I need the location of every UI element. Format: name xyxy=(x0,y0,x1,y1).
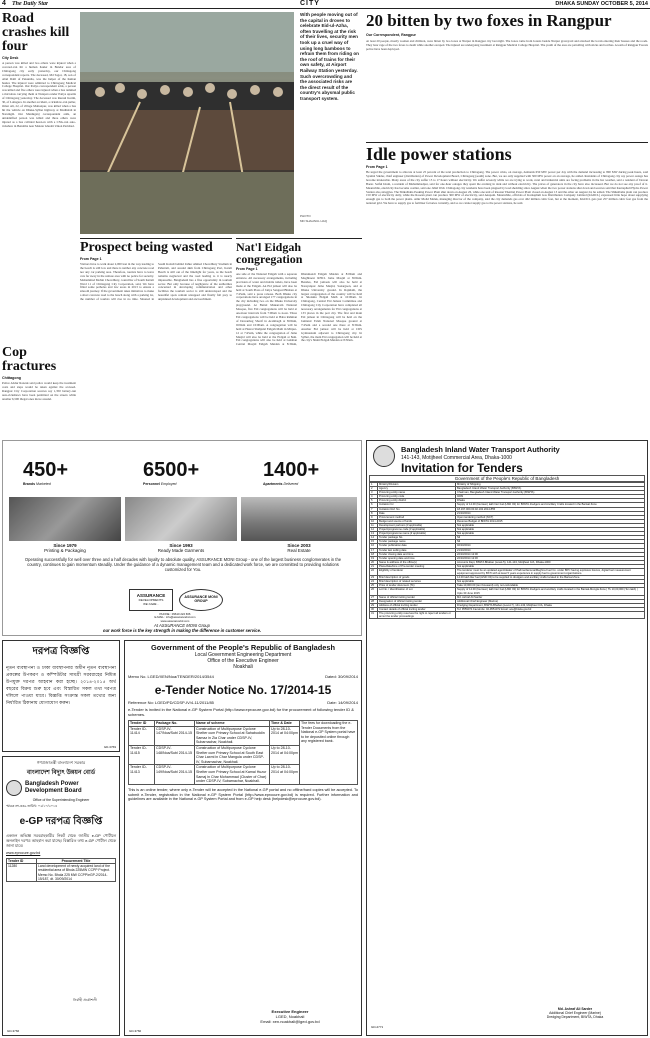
lged-ref: Reference No: LGED/PD/CDSP-IV/4-11/2011/85 xyxy=(128,700,214,705)
stat-label xyxy=(23,482,123,486)
scheme-name: Construction of Multipurpose Cyclone Shelter cum Primary School at Sahabuddin Samaz in Zia Char under CDSP-IV, Subarnachar, Noakhali. xyxy=(195,726,270,745)
biwta-gov: Government of the People's Republic of Bangladesh xyxy=(369,475,645,482)
since-realestate xyxy=(241,543,357,553)
bpdb-table xyxy=(6,858,116,882)
stat-label xyxy=(263,482,362,486)
row-field: Project/programme code (if applicable) xyxy=(378,528,456,532)
page-number: 4 xyxy=(2,0,6,7)
row-field: Procuring entity code xyxy=(378,495,456,499)
notice-body: নূতন ব্যবস্থাপনা ও ঢাকা ব্যবস্থাপনার অধীন নূতন ব্যবস্থাপনা প্রকল্পের উপকরণ ও কম্পিউটার সামগ্রী সরবরাহের নিমিত্ত উপযুক্ত দরপত্র আহবান করা হচ্ছে। ২০১৪-২০১৫ অর্থ বছরের বিক্রয় শুরু হবে এবং বিস্তারিত সকল তথ্য দরপত্র দলিলে পাওয়া যাবে। বিজ্ঞপ্তি সংক্রান্ত সকল তথ্যের জন্য নির্ধারিত ঠিকানায় যোগাযোগ করুন। xyxy=(6,665,116,705)
stat-label-text: Apartments xyxy=(263,482,283,486)
lged-note: This is an online tender, where only e-Tender will be accepted in the National e-GP portal and no offline/hard copies will be accepted. To submit e-Tender, registration in the National e-GP System Portal (http://www.eprocure.gov.bd) is required. Further information and guidelines are available in the National e-GP System Portal and from e-GP help desk (helpdesk@eprocure.gov.bd). xyxy=(128,787,358,802)
row-value: Not applicable xyxy=(456,523,645,527)
stat-number: 6500+ xyxy=(143,459,200,481)
row-number: 5 xyxy=(370,499,378,503)
row-number: 4 xyxy=(370,495,378,499)
row-number: 24 xyxy=(370,580,378,584)
notice-title: দরপত্র বিজ্ঞপ্তি xyxy=(32,646,90,657)
lged-memo: Memo No. LGED/XEN/Noa/TENDER/2014/3544 xyxy=(128,674,214,679)
row-value: 21/10/2014 xyxy=(456,511,645,515)
lged-signature xyxy=(225,1009,355,1024)
row-number: 7 xyxy=(370,507,378,511)
lged-ref-line xyxy=(128,700,358,705)
paper-name: The Daily Star xyxy=(12,1,49,7)
row-number: 30 xyxy=(370,607,378,611)
row-number: 12 xyxy=(370,528,378,532)
row-value: 18.197.000.00.02.102.2014.855 xyxy=(456,507,645,511)
byline: From Page 1 xyxy=(236,267,258,271)
assurance-moni-logo xyxy=(179,589,223,611)
deadline: Up to 28-10-2014 at 04:00pm xyxy=(270,745,300,764)
ad-footer-line2: our work force is the key strength in making the difference in customer service. xyxy=(102,628,262,634)
bpdb-gov-line: গণপ্রজাতন্ত্রী বাংলাদেশ সরকার xyxy=(36,760,86,765)
row-value: Chairman, Bangladesh Inland Water Transport Authority (BIWTA) xyxy=(456,491,645,495)
bpdb-table-row xyxy=(7,864,116,882)
lged-intro: e-Tender is invited in the National e-GP System Portal (http://www.eprocure.gov.bd) for the procurement of following tender ID & schemes. xyxy=(128,707,354,717)
scheme-name: Construction of Multipurpose Cyclone Shelter cum Primary School at South East Char Laxmi in Char Mangula under CDSP-IV, Subarnachar, Noakhali. xyxy=(195,745,270,764)
lged-office: Office of the Executive Engineer xyxy=(207,658,279,664)
assurance-developments-logo xyxy=(129,589,173,611)
signatory-title: Additional Chief Engineer (Marine) xyxy=(549,1011,601,1015)
row-value: The tenderer must be an updated agent/dealer of Padma/Jamuna/Meghna Fuel Co. under BPC having explosive licence, digital fuel measurement equipment approved by BSTI with at least 5 years experience in supply fuel to government organizations. xyxy=(456,568,645,575)
bpdb-body: একজন অভিজ্ঞ সরবরাহকারীর নিকট থেকে জাতীয় e-GP পোর্টালে অনলাইন দরপত্র আহবান করা যাচ্ছে। বিস্তারিত তথ্য e-GP পোর্টাল থেকে জানা যাবে। xyxy=(6,834,116,848)
story-cop-fractures xyxy=(2,346,76,426)
logo-tag: WE CARE... xyxy=(143,602,159,606)
stat-label xyxy=(143,482,243,486)
headline: 20 bitten by two foxes in Rangpur xyxy=(366,12,612,30)
row-field: Lot No. / Identification of Lot xyxy=(378,588,456,595)
since-garments xyxy=(125,543,237,553)
row-number: 10 xyxy=(370,519,378,523)
byline: City Desk xyxy=(2,56,19,60)
biwta-tender-notice xyxy=(366,440,648,1036)
row-value: Supply of 14.00 (fourteen) lakh liter fuel (HSD Oil) for BIWTA dredgers and ancillary crafts located in the Barisal-Mongla Zone | Tk 10,00,000 (Ten lakh) | Upto 30 June 2015 xyxy=(456,588,645,595)
logo-name: ASSURANCE xyxy=(136,593,166,598)
since-year: Since 2003 xyxy=(287,543,311,548)
row-field: The procuring entity reserves the right to reject all tenders or annul the tender proceedings xyxy=(378,612,456,619)
row-number: 23 xyxy=(370,576,378,580)
bpdb-en-name: Bangladesh Power Development Board xyxy=(25,781,82,794)
lged-table xyxy=(128,720,358,785)
row-value: Bangladesh Inland Water Transport Authority (BIWTA) xyxy=(456,487,645,491)
row-value: Not applicable xyxy=(456,564,645,568)
row-field: Procurement method xyxy=(378,515,456,519)
row-number: 17 xyxy=(370,548,378,552)
row-value: Dhaka xyxy=(456,499,645,503)
package-no: CDSP-IV-148/Noa/Subl 2014-15 xyxy=(155,745,195,764)
bpdb-tender-title: Land development of newly acquired land of the residential area of Bhola 225MW CCPP Project. Memo No. Bhola 225 MW CCPP/eGP-2/2014-15/187, dt. 30/09/2014 xyxy=(37,864,116,882)
lged-sign-office: LGED, Noakhali xyxy=(275,1014,305,1019)
biwta-org-name: Bangladesh Inland Water Transport Authority xyxy=(401,445,560,454)
row-number: 8 xyxy=(370,511,378,515)
ad-website: www.assurancebd.com xyxy=(160,618,190,623)
row-number: 15 xyxy=(370,540,378,544)
row-field: Tender package No. xyxy=(378,536,456,540)
row-number: 18 xyxy=(370,552,378,556)
bpdb-url: www.eprocure.gov.bd xyxy=(6,851,41,855)
row-value: Taka 10,000.00 (ten thousand) only non-refundable xyxy=(456,584,645,588)
photo-credit-label: PHOTO: xyxy=(300,214,312,218)
bpdb-code: GD-3766 xyxy=(7,1029,20,1033)
ad-footer-line1: At ASSURANCE MONI Group xyxy=(154,623,210,628)
biwta-table-row xyxy=(370,588,645,595)
headline: Road crashes kill four xyxy=(2,12,70,54)
row-number: 14 xyxy=(370,536,378,540)
row-value: Accounts Dept, BIWTA Bhaban (Level-5), 141-143, Motijheel C/A, Dhaka-1000 xyxy=(456,560,645,564)
bpdb-col-title: Procurement Title xyxy=(37,859,116,864)
biwta-title: Invitation for Tenders xyxy=(401,461,523,475)
row-field: Agency xyxy=(378,487,456,491)
since-label: Ready Made Garments xyxy=(157,548,205,553)
row-number: 31 xyxy=(370,612,378,619)
lged-etender-notice xyxy=(124,640,362,1036)
lged-dept: Local Government Engineering Department xyxy=(194,652,292,658)
since-printing xyxy=(9,543,121,553)
row-field: Eligibility of tenderer xyxy=(378,568,456,575)
stat-apartments xyxy=(263,459,362,486)
assurance-ad xyxy=(2,440,362,636)
caption-text: With people moving out of the capital in droves to celebrate Eid-ul-Azha, often travelling at the risk of their lives, security men took up a cruel way of using long bamboos to refrain them from riding on the roof of trains for their own safety, at Airport Railway Station yesterday. Such overcrowding and the associated risks are the direct result of the country's abysmal public transport system. xyxy=(300,12,359,101)
photo-caption xyxy=(300,12,360,234)
row-field: Tender opening date and time xyxy=(378,556,456,560)
row-value: Tel: 9559074 Facsimile: 02-9551072 Email: ace@biwta.gov.bd xyxy=(456,607,645,611)
lged-ref-date: Date: 14/09/2014 xyxy=(327,700,358,705)
row-value: Revenue Budget of BIWTA 2014-2015 xyxy=(456,519,645,523)
bpdb-egp-notice xyxy=(2,756,120,1036)
biwta-signature xyxy=(507,1007,643,1019)
ad-contact xyxy=(115,613,235,623)
tender-id: Tender ID-11413 xyxy=(129,765,155,784)
stat-number: 1400+ xyxy=(263,459,320,481)
stat-sub-text: Employed xyxy=(160,482,177,486)
lged-sign-email: Email: xen.noakhali@lged.gov.bd xyxy=(260,1019,320,1024)
photo-credit: MD SHAHNUL HAQ xyxy=(300,219,328,223)
lged-header-cell: Package No. xyxy=(155,721,195,727)
row-field: Tender last selling date xyxy=(378,548,456,552)
row-number: 2 xyxy=(370,487,378,491)
story-power-stations xyxy=(366,142,648,432)
row-number: 26 xyxy=(370,588,378,595)
row-field: Invitation for xyxy=(378,503,456,507)
row-value: Md. Ashraf Ali Sarder xyxy=(456,595,645,599)
train-photo-image xyxy=(80,12,294,234)
lged-gov: Government of the People's Republic of Bangladesh xyxy=(150,643,336,652)
row-field: Brief description of goods xyxy=(378,576,456,580)
biwta-table xyxy=(369,482,645,619)
tender-id: Tender ID-11415 xyxy=(129,745,155,764)
logo-sub: DEVELOPMENTS xyxy=(138,598,164,602)
row-field: Date xyxy=(378,511,456,515)
story-foxes xyxy=(366,12,648,140)
signatory-name: Md. Ashraf Ali Sarder xyxy=(557,1007,593,1011)
row-number: 19 xyxy=(370,556,378,560)
bpdb-col-tender-id: Tender ID xyxy=(7,859,37,864)
row-field: Designation of official inviting tender xyxy=(378,599,456,603)
lged-code: GD-3760 xyxy=(129,1029,142,1033)
stat-personnel xyxy=(143,459,243,486)
row-field: Brief description of related services xyxy=(378,580,456,584)
since-label: Printing & Packaging xyxy=(44,548,86,553)
notice-code: GD-3769 xyxy=(103,745,116,749)
bpdb-tender-id: 11280 xyxy=(7,864,37,882)
row-number: 29 xyxy=(370,603,378,607)
row-value: Not applicable xyxy=(456,580,645,584)
since-year: Since 1993 xyxy=(169,543,193,548)
row-value: Nil xyxy=(456,540,645,544)
lged-title: e-Tender Notice No. 17/2014-15 xyxy=(154,683,332,697)
stat-brands xyxy=(23,459,123,486)
row-value: 0209 xyxy=(456,495,645,499)
story-prospect xyxy=(80,238,232,434)
biwta-table-row xyxy=(370,568,645,575)
deadline: Up to 28-10-2014 at 04:00pm xyxy=(270,765,300,784)
row-value: Ministry of Shipping xyxy=(456,483,645,487)
row-value: 21/10/2014 xyxy=(456,548,645,552)
row-value: 22/10/2014 12:30 xyxy=(456,556,645,560)
byline: From Page 1 xyxy=(366,165,388,169)
row-value xyxy=(456,612,645,619)
lged-district: Noakhali xyxy=(233,664,253,670)
row-value: 02/10/2014 xyxy=(456,544,645,548)
stat-label-text: Personnel xyxy=(143,482,160,486)
row-number: 11 xyxy=(370,523,378,527)
bpdb-bn-name: বাংলাদেশ বিদ্যুৎ উন্নয়ন বোর্ড xyxy=(26,770,96,776)
story-body: A person was killed and two others were injured when a covered-van hit a human hauler in Bandar area of Chittagong city early yesterday, our Chittagong correspondent reports. The deceased, Md Sagor, 18, son of Abul Dalil of Pakundia, was the helper of the human hauler. The injured were admitted to Chittagong Medical College Hospital. Our Patiya correspondent adds, a person was killed and five others were injured when a bus rammed a microbus carrying them at Naiapara under Patiya upazila of Chittagong yesterday. The deceased was Rezaul Karim, 30, of Lohagara. In another accident, a rickshaw-van puller, Omar Ali, 22, of village Mohonpur, was killed when a bus hit the vehicle on Dhaka-Sylhet highway at Madhabdi in Narsingdi. Our Manikganj correspondent adds, an unidentified person was killed and three others were injured as a bus collided head-on with a CNG-run auto-rickshaw in Benubha near Moktar Ghoshi Union Parishad. xyxy=(2,62,76,128)
story-body: Police Abdur Razzak said police would keep the treatment costs and steps would be taken against the accused. Rangpur City Corporation sources say 1,350 battery-run auto-rickshaws have been permitted on the streets while another 6,500 illegal ones move around. xyxy=(2,382,76,401)
byline: Our Correspondent, Rangpur xyxy=(366,33,416,37)
lged-memo-date: Dated: 30/09/2014 xyxy=(325,674,358,679)
package-no: CDSP-IV-149/Noa/Subl 2014-15 xyxy=(155,765,195,784)
train-photo xyxy=(80,12,294,234)
stat-number: 450+ xyxy=(23,459,69,481)
row-field: Name of official inviting tender xyxy=(378,595,456,599)
issue-date: DHAKA SUNDAY OCTOBER 5, 2014 xyxy=(555,1,648,7)
story-body: Visitors have to walk about 2,000 feet in the way leading to the beach is still low and there is neither any concrete road nor any car parking area. Therefore, tourists have to leave cars far away in the remote area with no police for security. Mohammad Mohin Chowdhury, councillor of South Kattali Ward 11 of Chittagong City Corporation, said, We have filled some potholes and low areas in 2013 to ensure a smooth journey. If the government takes initiatives to make a short concrete road to the beach along with a parking lot, the number of tourists will rise in no time. Situated in South Kattali behind Zahur Ahmed Chowdhury Stadium in Pahartali, and around 4km from Chittagong Port, Katali Beach is still out of the limelight for years, as the beach remains neglected and the road leading to it is nearly impassable. Bangladesh has a fine opportunity in tourism sector. But only because of negligence of the authorities concerned in developing communication and other facilities the tourism sector is still undeveloped and the beautiful spots remain untapped and finally fall prey to unplanned development and encroachment. xyxy=(80,263,232,302)
logo-name: ASSURANCE MONI xyxy=(184,595,218,599)
lged-header-cell: The fees for downloading the e-Tender Documents from the National e-GP System portal have to be deposited online through any registered bank. xyxy=(300,721,358,785)
biwta-code: GD-2771 xyxy=(371,1025,384,1029)
row-number: 22 xyxy=(370,568,378,575)
signatory-dept: Dredging Department, BIWTA, Dhaka xyxy=(546,1015,604,1019)
row-value: Additional Chief Engineer (Marine) xyxy=(456,599,645,603)
story-eidgah xyxy=(236,238,362,434)
headline: Idle power stations xyxy=(366,144,512,164)
bpdb-title: e-GP দরপত্র বিজ্ঞপ্তি xyxy=(19,816,103,827)
row-field: Name & address of the office(s) xyxy=(378,560,456,564)
row-number: 16 xyxy=(370,544,378,548)
story-body: At least 20 people, mostly women and children, were bitten by two foxes at Nurpur in Rangpur city last night. The foxes came from forests beside Nurpur graveyard and attacked the locals entering their houses and the roads. They bear rage of the two foxes to death while another escaped. The injured are undergoing treatment at Rangpur Medical College Hospital. The youth of the area are patrolling with sticks and torches. A team of Rangpur Forests police have been deployed. xyxy=(366,40,648,51)
row-value: Supply of 14.00 (fourteen) lakh liter fuel (HSD Oil) for BIWTA dredgers and Ancillary Crafts located in the Barisal Zone xyxy=(456,503,645,507)
biwta-table-wrap xyxy=(369,482,645,1004)
row-field: Project/programme name (if applicable) xyxy=(378,532,456,536)
headline: Prospect being wasted xyxy=(80,240,213,255)
row-field: Procuring entity name xyxy=(378,491,456,495)
row-number: 21 xyxy=(370,564,378,568)
headline: Nat'l Eidgah congregation xyxy=(236,240,303,266)
row-field: Tender closing date and time xyxy=(378,552,456,556)
lged-header-cell: Time & Date xyxy=(270,721,300,727)
bpdb-ref: স্মারক নং-৩৩৯ তারিখ: ০২/১০/২০১৪ xyxy=(6,804,58,808)
row-field: Price of tender document (Tk) xyxy=(378,584,456,588)
row-field: Address of official inviting tender xyxy=(378,603,456,607)
ad-tagline: Operating successfully for well over three and a half decades with loyalty to absolute quality, ASSURANCE MONI Group - one of the largest business conglomerates in the country, continues to gain momentum steadily. Under the guidance of a dynamic management team and a dedicated work force, we are committed to providing solutions customized for You. xyxy=(24,557,342,573)
lged-header-cell: Name of scheme xyxy=(195,721,270,727)
scheme-name: Construction of Multipurpose Cyclone Shelter cum Primary School at Kamal Huzur Samaj in Char Mohammad (Cluster of Char) under CDSP-IV, Subarnachar, Noakhali. xyxy=(195,765,270,784)
row-number: 9 xyxy=(370,515,378,519)
row-number: 27 xyxy=(370,595,378,599)
row-value: 14.00 lakh liter fuel (HSD Oil) to be supplied to dredgers and ancillary crafts located in the Barisal Zone. xyxy=(456,576,645,580)
ad-phone: PHONE : 09610 222 666 xyxy=(159,613,191,616)
masthead xyxy=(0,0,650,9)
row-value: Not applicable xyxy=(456,528,645,532)
story-body: He urged the government to allocate at least 25 percent of the total production to Chittagong. The power crisis, on average, demands 650 MW power per day with the demand increasing to 800 MW during peak hours, said Syamal Sikder, chief engineer (distribution) of Power Development Board, Chittagong (south) zone. But, we are only supplied with 300 MW power on an average, he added. Residents of Chittagong city say power outage has become intolerable. Many areas of the city suffer 15 to 17 hours without electricity. We suffer severely while we are trying to work, rural and industrial units are facing problems in the hot weather, said a resident of Dewan Bazar. Saiful Islam, a resident of Muhammadpur, said for one-hour outages they spent the evening in dark and without electricity. The prices of generators in the city have also increased. But we do not see any proof of it. Meanwhile, electricity has become costlier, said one Jahid Wali. Chittagong city residents have been plagued by load shedding since August when the two power stations shut down and sources said that Karnaphuli Hydro Power Station also struggles. The Shikalbaha Peaking Power Plant shut down on August 26, while one unit of Raozan Thermal Power Plant closed on August 13 and the other on August 24, he added. The Shikalbaha plant can produce 150 MW of electricity daily, while the Raozan plant can produce 360 MW of electricity, said Anupam. Meanwhile, officials of Karnaphuli Gas Distribution Company Limited (KGDCL) expressed little hope about supplying enough gas to both the power plants. Amir Mohd Malek, managing director of the company, said the city demands gas over 462 million cubic feet, but at the moment, KGDCL gets just 257 million cubic feet gas from the national grid. We have to supply gas to fertilizer factories currently, and so we cannot supply gas to the power stations, he said. xyxy=(366,171,648,206)
garments-photo xyxy=(125,497,237,541)
bpdb-logo xyxy=(6,780,22,796)
ad-footer xyxy=(3,623,361,633)
row-number: 20 xyxy=(370,560,378,564)
biwta-address: 141-143, Motijheel Commercial Area, Dhaka-1000 xyxy=(401,455,512,461)
row-number: 6 xyxy=(370,503,378,507)
row-field: Development partners (if applicable) xyxy=(378,523,456,527)
row-number: 1 xyxy=(370,483,378,487)
deadline: Up to 28-10-2014 at 04:00pm xyxy=(270,726,300,745)
row-field: Budget and source of funds xyxy=(378,519,456,523)
row-number: 25 xyxy=(370,584,378,588)
ad-email: E-MAIL : info@assurancebd.com xyxy=(154,615,196,620)
headline: Cop fractures xyxy=(2,346,57,374)
section-name: CITY xyxy=(300,0,320,7)
row-field: Procuring entity district xyxy=(378,499,456,503)
row-value: Nil xyxy=(456,536,645,540)
lged-memo-line xyxy=(128,674,358,679)
row-number: 28 xyxy=(370,599,378,603)
story-body: one side of the National Eidgah with a separate entrance. All necessary arrangements, including provision of water and mobile toilets, have been made at the Eidgah. An Eid jamaat will also be held at South Plaza of Jatiya Sangsad Bhaban at 7:45am, said a press release. Both Dhaka city corporations have arranged 177 congregations in the city including two on the Dhaka University playground. At Baitul Mukarram National Mosque, five Eid congregations will be held at one-hour intervals from 7:00am to noon. Three Eid congregations will be held at Babu Rahman of Dewanbag Sharif in Arambagh at 8:00am, 9:00am and 10:00am. A congregation will be held at Hazrat Shahjalal Eidgah Math in Mirpur-12 at 7:45am, while the congregation of Jame Masjid will also be held at the Eidgah at 8am. Eid congregations will also be held at Gulshan Central Masjid Eidgah Maidan at 8:30am, Dhanmondi Eidgah Maidan at 8:00am and Moghbazar RHCL Jame Masjid at 8:00am. Besides, Eid jamaats will also be held at Narayanpur Jame Masjid, Sonargaon, and at Dhaka University ground. In Rajshahi, the largest congregation of the country will be held at Sholakia Eidgah Math at 10:00am. In Chittagong, Central Eid Jamaat Committee and Chittagong City Corporation have completed all necessary arrangements for Eid congregations at 133 places in the port city. The first and main Eid jamaat in Chittagong will be held on the Jamiatul Falah National Mosque ground at 7:45am and a second one there at 8:30am. Another Eid jamaat will be held at CDS Gymnasium adjacent to Chittagong city. In Sylhet, the main Eid congregation will be held at the city's Shahi Eidgah Maidan at 8:30am. xyxy=(236,273,362,347)
printing-photo xyxy=(9,497,121,541)
bpdb-sign: নির্বাহী প্রকৌশলী xyxy=(73,998,97,1002)
stat-sub-text: Delivered xyxy=(283,482,299,486)
row-value: 22/10/2014 12:00 xyxy=(456,552,645,556)
stat-label-text: Brands xyxy=(23,482,36,486)
since-year: Since 1979 xyxy=(53,543,77,548)
realestate-photo xyxy=(241,497,357,541)
lged-sign-title: Executive Engineer xyxy=(271,1009,309,1014)
byline: Chittagong xyxy=(2,376,21,380)
package-no: CDSP-IV-147/Noa/Subl 2014-15 xyxy=(155,726,195,745)
logo-sub: GROUP xyxy=(194,599,208,603)
lged-header-cell: Tender ID xyxy=(129,721,155,727)
bpdb-header xyxy=(6,780,116,796)
since-label: Real Estate xyxy=(287,548,311,553)
row-field: Place/date/time of Pre-tender meeting xyxy=(378,564,456,568)
row-field: Tender publication date xyxy=(378,544,456,548)
row-number: 13 xyxy=(370,532,378,536)
stat-sub-text: Marketed xyxy=(36,482,51,486)
row-value: Open tendering method (NCT) xyxy=(456,515,645,519)
row-field: Tender package name xyxy=(378,540,456,544)
row-value: Not applicable xyxy=(456,532,645,536)
row-value: Dredging Department, BIWTA Bhaban (Level-7), 141-143, Motijheel C/A, Dhaka xyxy=(456,603,645,607)
bangla-tender-notice xyxy=(2,640,120,752)
row-field: Invitation Ref. No. xyxy=(378,507,456,511)
byline: From Page 1 xyxy=(80,257,102,261)
bpdb-office: Office of the Superintending Engineer xyxy=(32,798,90,802)
row-field: Ministry/Division xyxy=(378,483,456,487)
biwta-logo xyxy=(373,445,395,467)
tender-id: Tender ID-11414 xyxy=(129,726,155,745)
story-road-crashes xyxy=(2,12,76,342)
row-field: Contact details of official inviting tender xyxy=(378,607,456,611)
biwta-table-row xyxy=(370,612,645,619)
row-number: 3 xyxy=(370,491,378,495)
